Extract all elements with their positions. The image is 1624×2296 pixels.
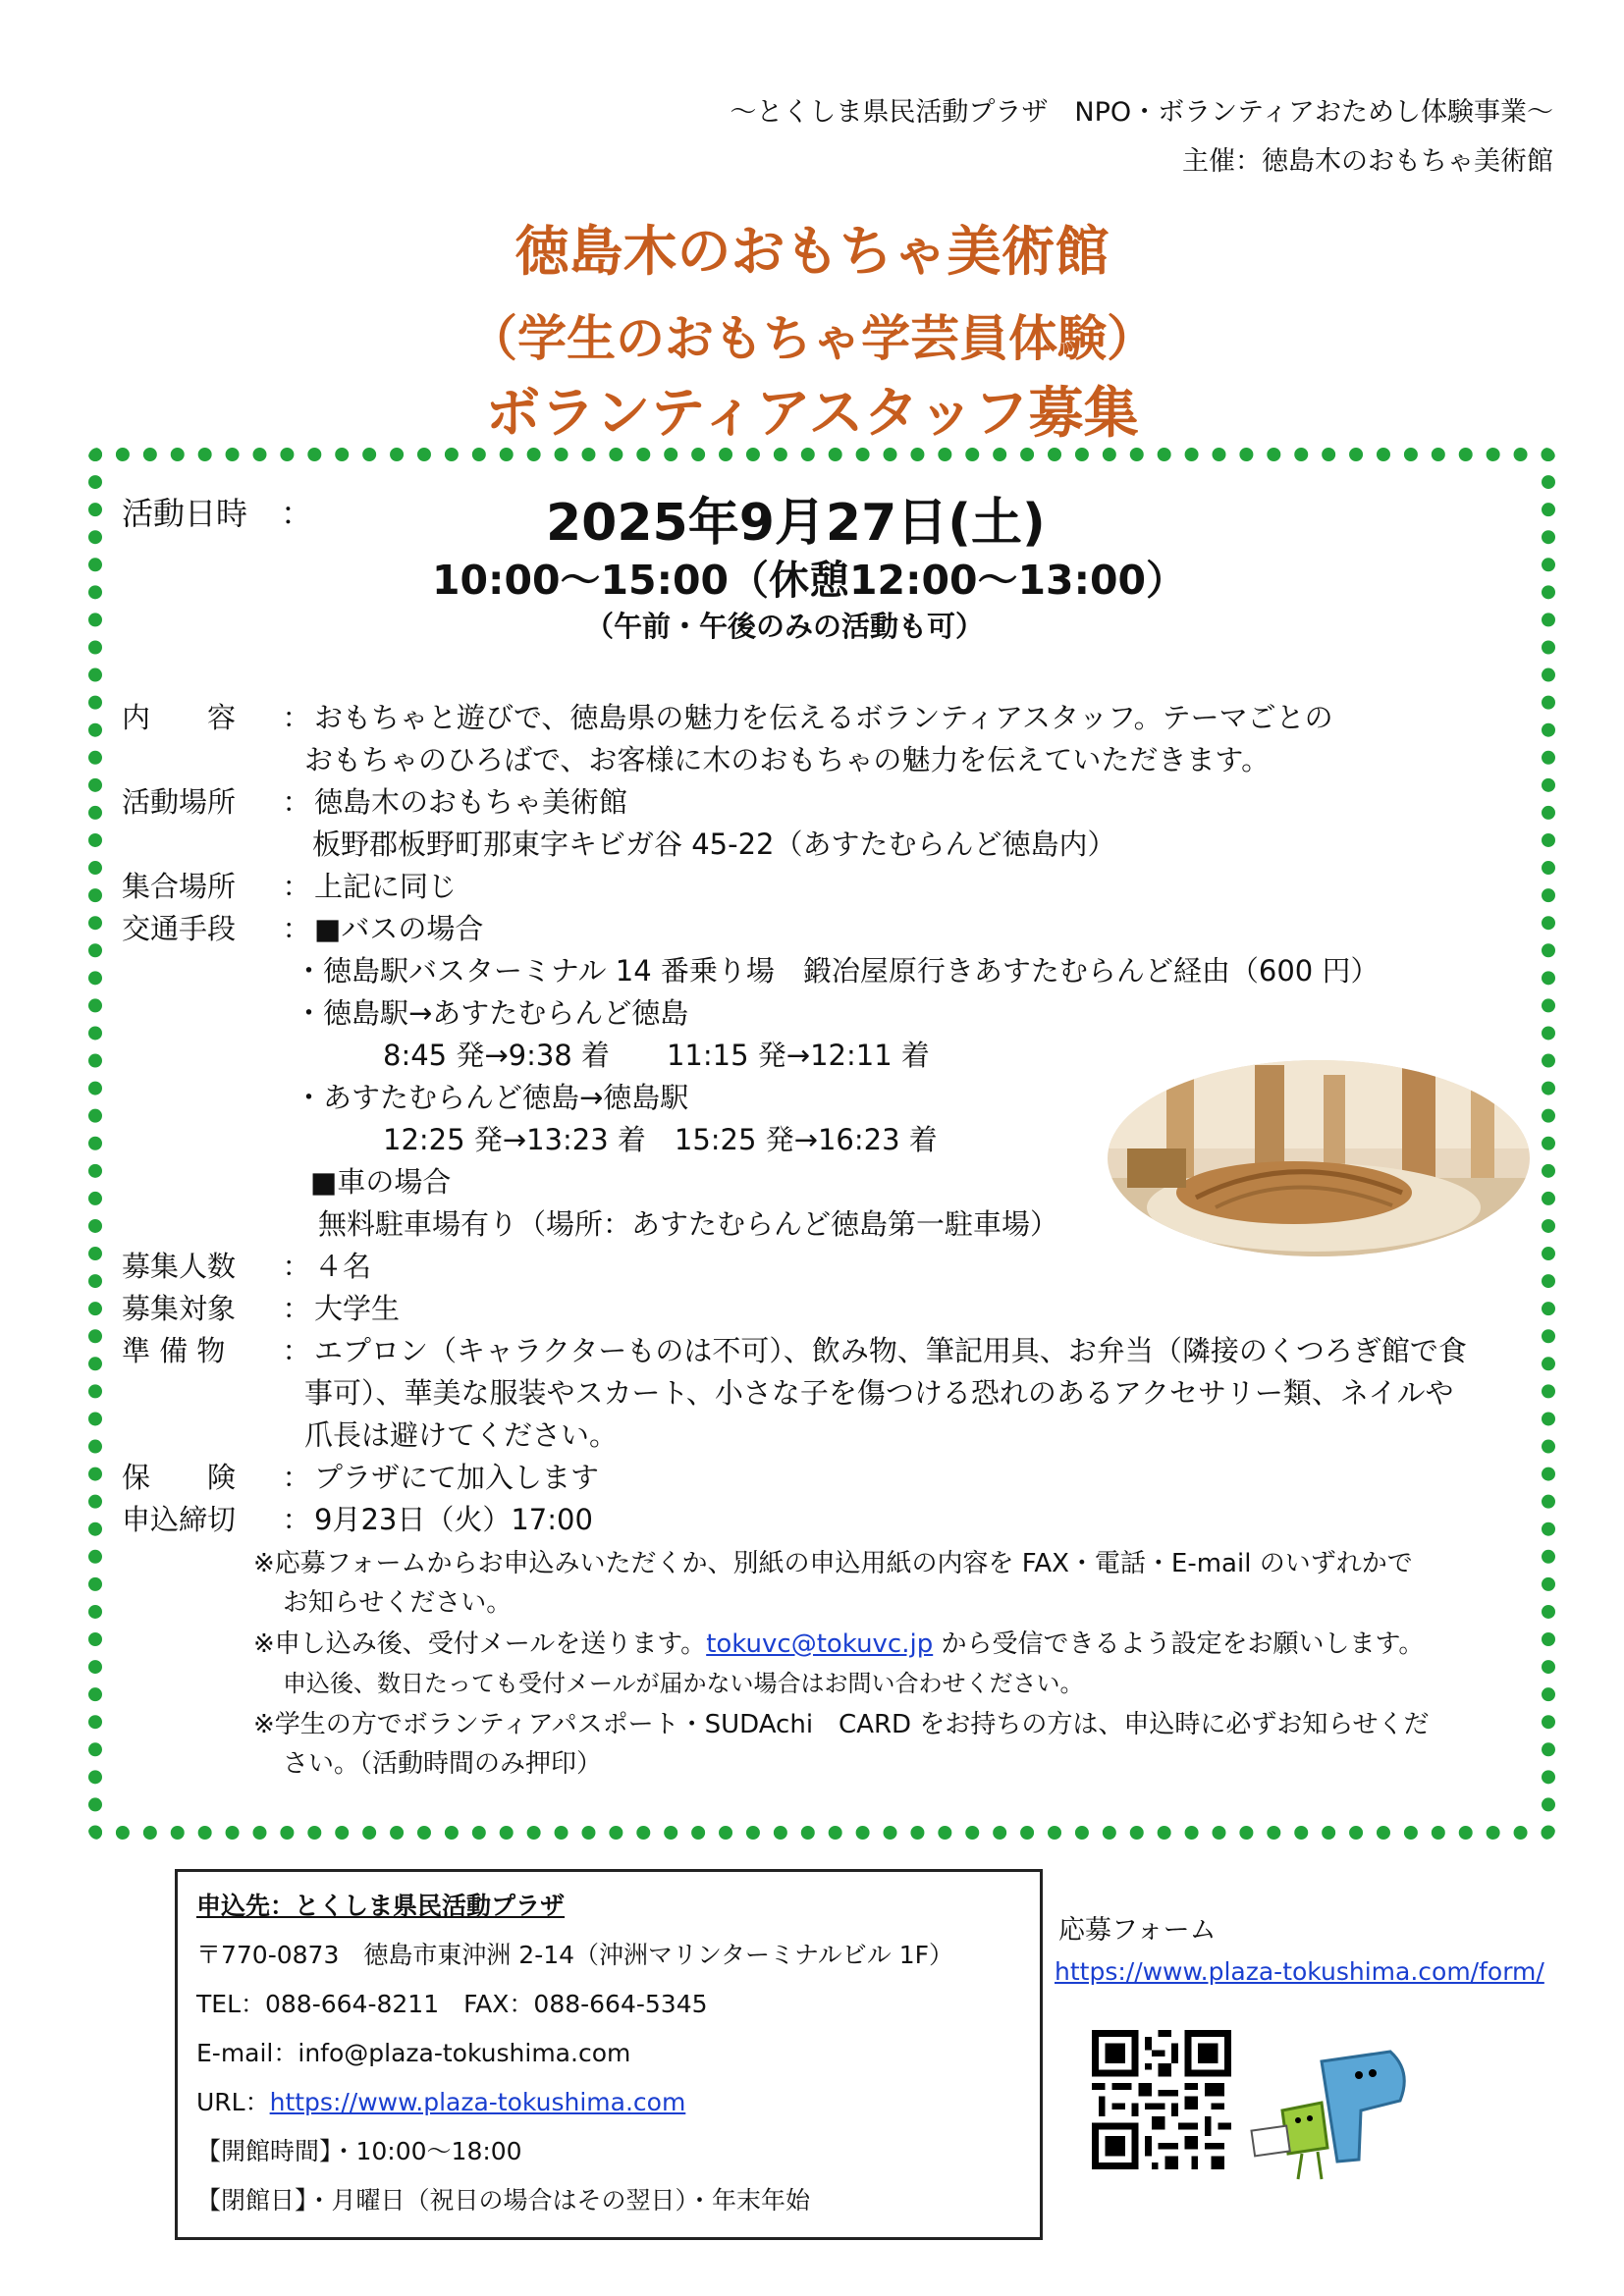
- note-1b: お知らせください。: [283, 1588, 513, 1618]
- colon: ：: [280, 495, 312, 532]
- meet-label: 集合場所: [122, 870, 237, 903]
- bus-route-2-times: 8:45 発→9:38 着 11:15 発→12:11 着: [383, 1039, 930, 1072]
- content-row: [122, 697, 1333, 739]
- prep-label: 準 備 物: [122, 1334, 226, 1367]
- insurance-row: [122, 1457, 599, 1499]
- colon: ：: [282, 701, 311, 734]
- meet-row: [122, 866, 457, 908]
- colon: ：: [282, 785, 311, 819]
- contact-url-row: [196, 2083, 685, 2118]
- event-time-note: （午前・午後のみの活動も可）: [585, 610, 985, 643]
- content-text-2: おもちゃのひろばで、お客様に木のおもちゃの魅力を伝えていただきます。: [304, 743, 1271, 776]
- colon: ：: [282, 870, 311, 903]
- target-row: [122, 1288, 400, 1330]
- place-name: 徳島木のおもちゃ美術館: [314, 785, 628, 819]
- form-label: 応募フォーム: [1058, 1915, 1217, 1946]
- colon: ：: [282, 1250, 311, 1283]
- insurance-label: 保 険: [122, 1461, 237, 1494]
- place-address: 板野郡板野町那東字キビガ谷 45-22（あすたむらんど徳島内）: [312, 828, 1116, 861]
- contact-tel-fax: TEL：088-664-8211 FAX：088-664-5345: [196, 1990, 708, 2018]
- bus-route-3-times: 12:25 発→13:23 着 15:25 発→16:23 着: [383, 1123, 938, 1156]
- note-2b: 申込後、数日たっても受付メールが届かない場合はお問い合わせください。: [283, 1670, 1084, 1697]
- target-label: 募集対象: [122, 1292, 237, 1325]
- event-time: 10:00～15:00（休憩12:00～13:00）: [432, 557, 1187, 604]
- page-title: 徳島木のおもちゃ美術館: [514, 220, 1110, 283]
- bus-route-2: ・徳島駅→あすたむらんど徳島: [295, 996, 689, 1030]
- place-label: 活動場所: [122, 785, 237, 819]
- contact-email: E-mail：info@plaza-tokushima.com: [196, 2039, 631, 2067]
- museum-interior-photo: [1108, 1060, 1530, 1256]
- deadline-row: [122, 1499, 593, 1541]
- car-parking: 無料駐車場有り（場所：あすたむらんど徳島第一駐車場）: [318, 1207, 1059, 1241]
- prep-text-3: 爪長は避けてください。: [304, 1418, 619, 1452]
- bus-heading: ■バスの場合: [314, 912, 484, 945]
- mascot-illustration-icon: [1243, 2042, 1420, 2189]
- bus-route-1: ・徳島駅バスターミナル 14 番乗り場 鍛冶屋原行きあすたむらんど経由（600 円）: [295, 954, 1380, 988]
- prep-text-1: エプロン（キャラクターものは不可）、飲み物、筆記用具、お弁当（隣接のくつろぎ館で食: [314, 1334, 1467, 1367]
- organizer-line: 主催：徳島木のおもちゃ美術館: [1182, 146, 1553, 177]
- contact-heading: 申込先：とくしま県民活動プラザ: [196, 1892, 566, 1920]
- insurance-text: プラザにて加入します: [314, 1461, 600, 1494]
- deadline-text: 9月23日（火）17:00: [314, 1503, 593, 1536]
- note-2a-pre: ※申し込み後、受付メールを送ります。: [253, 1629, 707, 1659]
- prep-row: [122, 1330, 1467, 1372]
- page-subtitle: （学生のおもちゃ学芸員体験）: [468, 310, 1156, 367]
- car-heading: ■車の場合: [310, 1165, 452, 1199]
- bus-route-3: ・あすたむらんど徳島→徳島駅: [295, 1081, 689, 1114]
- contact-url-link[interactable]: https://www.plaza-tokushima.com: [269, 2088, 686, 2116]
- content-label: 内 容: [122, 701, 237, 734]
- contact-hours: 【開館時間】・10:00～18:00: [196, 2137, 522, 2165]
- form-url-link[interactable]: https://www.plaza-tokushima.com/form/: [1055, 1957, 1544, 1986]
- transport-label: 交通手段: [122, 912, 237, 945]
- meet-text: 上記に同じ: [314, 870, 458, 903]
- colon: ：: [282, 1334, 311, 1367]
- prep-text-2: 事可）、華美な服装やスカート、小さな子を傷つける恐れのあるアクセサリー類、ネイルや: [304, 1376, 1454, 1410]
- recruitment-heading: ボランティアスタッフ募集: [485, 382, 1139, 446]
- contact-address: 〒770-0873 徳島市東沖洲 2-14（沖洲マリンターミナルビル 1F）: [196, 1941, 954, 1969]
- note-2a: [253, 1624, 1424, 1666]
- deadline-label: 申込締切: [122, 1503, 237, 1536]
- event-date: 2025年9月27日(土): [546, 494, 1046, 553]
- email-link[interactable]: tokuvc@tokuvc.jp: [706, 1629, 934, 1659]
- note-2a-post: から受信できるよう設定をお願いします。: [933, 1629, 1425, 1659]
- note-1a: ※応募フォームからお申込みいただくか、別紙の申込用紙の内容を FAX・電話・E-mail のいずれかで: [253, 1549, 1413, 1578]
- place-row: [122, 781, 627, 824]
- event-series-subtitle: ～とくしま県民活動プラザ NPO・ボランティアおためし体験事業～: [730, 97, 1553, 128]
- count-row: [122, 1246, 371, 1288]
- schedule-row: [122, 493, 314, 535]
- qr-code-icon[interactable]: [1092, 2026, 1231, 2173]
- colon: ：: [282, 1292, 311, 1325]
- contact-url-label: URL：: [196, 2088, 270, 2116]
- schedule-label: 活動日時: [122, 495, 248, 532]
- colon: ：: [282, 1461, 311, 1494]
- note-3b: さい。（活動時間のみ押印）: [283, 1749, 603, 1779]
- colon: ：: [282, 912, 311, 945]
- colon: ：: [282, 1503, 311, 1536]
- count-label: 募集人数: [122, 1250, 237, 1283]
- note-3a: ※学生の方でボランティアパスポート・SUDAchi CARD をお持ちの方は、申込時に必ずお知らせくだ: [253, 1710, 1430, 1739]
- transport-row: [122, 908, 483, 950]
- target-text: 大学生: [314, 1292, 401, 1325]
- count-text: ４名: [314, 1250, 372, 1283]
- content-text-1: おもちゃと遊びで、徳島県の魅力を伝えるボランティアスタッフ。テーマごとの: [314, 701, 1333, 734]
- contact-closed: 【閉館日】・月曜日（祝日の場合はその翌日）・年末年始: [196, 2186, 811, 2215]
